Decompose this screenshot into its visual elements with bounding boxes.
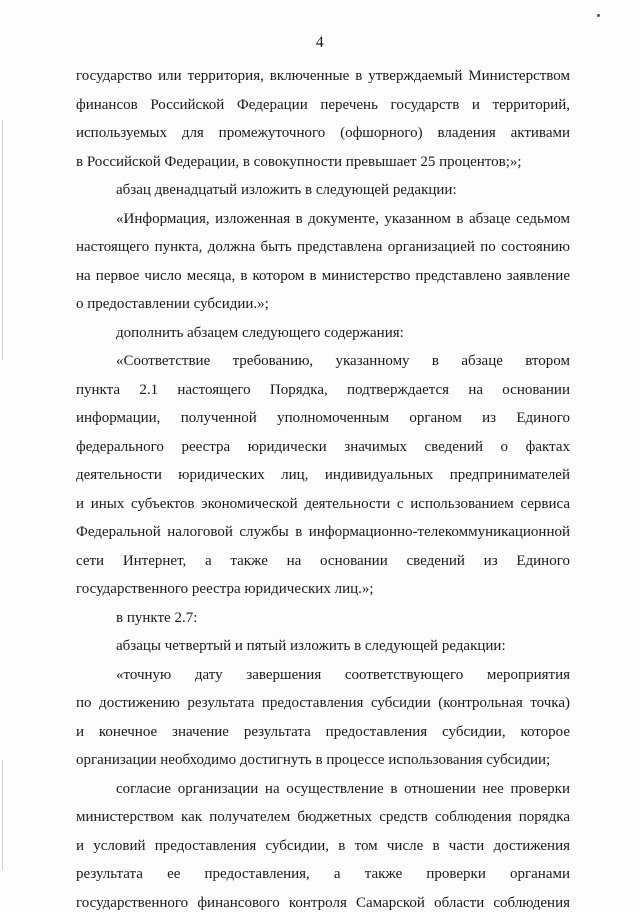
text-line: настоящего пункта, должна быть представлена организацией по состоянию	[76, 233, 570, 262]
text-line: в Российской Федерации, в совокупности превышает 25 процентов;»;	[76, 148, 570, 177]
text-line: деятельности юридических лиц, индивидуальных предпринимателей	[76, 461, 570, 490]
text-line: используемых для промежуточного (офшорного) владения активами	[76, 119, 570, 148]
paragraph	[76, 62, 570, 176]
text-line: «Соответствие требованию, указанному в абзаце втором	[76, 347, 570, 376]
text-line: дополнить абзацем следующего содержания:	[76, 319, 570, 348]
page-number: 4	[0, 34, 640, 52]
text-line: организации необходимо достигнуть в процессе использования субсидии;	[76, 746, 570, 775]
text-line: и конечное значение результата предоставления субсидии, которое	[76, 718, 570, 747]
text-line: абзацы четвертый и пятый изложить в следующей редакции:	[76, 632, 570, 661]
paragraph	[76, 205, 570, 319]
text-line: сети Интернет, а также на основании сведений из Единого	[76, 547, 570, 576]
text-line: Федеральной налоговой службы в информационно-телекоммуникационной	[76, 518, 570, 547]
text-line: результата ее предоставления, а также проверки органами	[76, 860, 570, 889]
text-line: по достижению результата предоставления субсидии (контрольная точка)	[76, 689, 570, 718]
scan-edge-mark	[2, 120, 3, 360]
paragraph	[76, 347, 570, 604]
text-line: и иных субъектов экономической деятельности с использованием сервиса	[76, 490, 570, 519]
paragraph	[76, 176, 570, 205]
text-line: государство или территория, включенные в утверждаемый Министерством	[76, 62, 570, 91]
scan-dot	[597, 14, 600, 17]
paragraph	[76, 632, 570, 661]
paragraph	[76, 661, 570, 775]
text-line: государственного финансового контроля Самарской области соблюдения	[76, 889, 570, 917]
text-line: «Информация, изложенная в документе, указанном в абзаце седьмом	[76, 205, 570, 234]
text-line: пункта 2.1 настоящего Порядка, подтверждается на основании	[76, 376, 570, 405]
text-line: абзац двенадцатый изложить в следующей редакции:	[76, 176, 570, 205]
text-line: федерального реестра юридически значимых сведений о фактах	[76, 433, 570, 462]
text-line: финансов Российской Федерации перечень государств и территорий,	[76, 91, 570, 120]
text-line: согласие организации на осуществление в отношении нее проверки	[76, 775, 570, 804]
paragraph	[76, 775, 570, 917]
text-line: государственного реестра юридических лиц.»;	[76, 575, 570, 604]
paragraph	[76, 319, 570, 348]
text-line: «точную дату завершения соответствующего мероприятия	[76, 661, 570, 690]
text-line: в пункте 2.7:	[76, 604, 570, 633]
text-line: министерством как получателем бюджетных средств соблюдения порядка	[76, 803, 570, 832]
scan-edge-mark	[2, 760, 3, 870]
text-line: о предоставлении субсидии.»;	[76, 290, 570, 319]
paragraph	[76, 604, 570, 633]
text-line: и условий предоставления субсидии, в том числе в части достижения	[76, 832, 570, 861]
document-body	[76, 62, 570, 917]
text-line: информации, полученной уполномоченным органом из Единого	[76, 404, 570, 433]
text-line: на первое число месяца, в котором в министерство представлено заявление	[76, 262, 570, 291]
